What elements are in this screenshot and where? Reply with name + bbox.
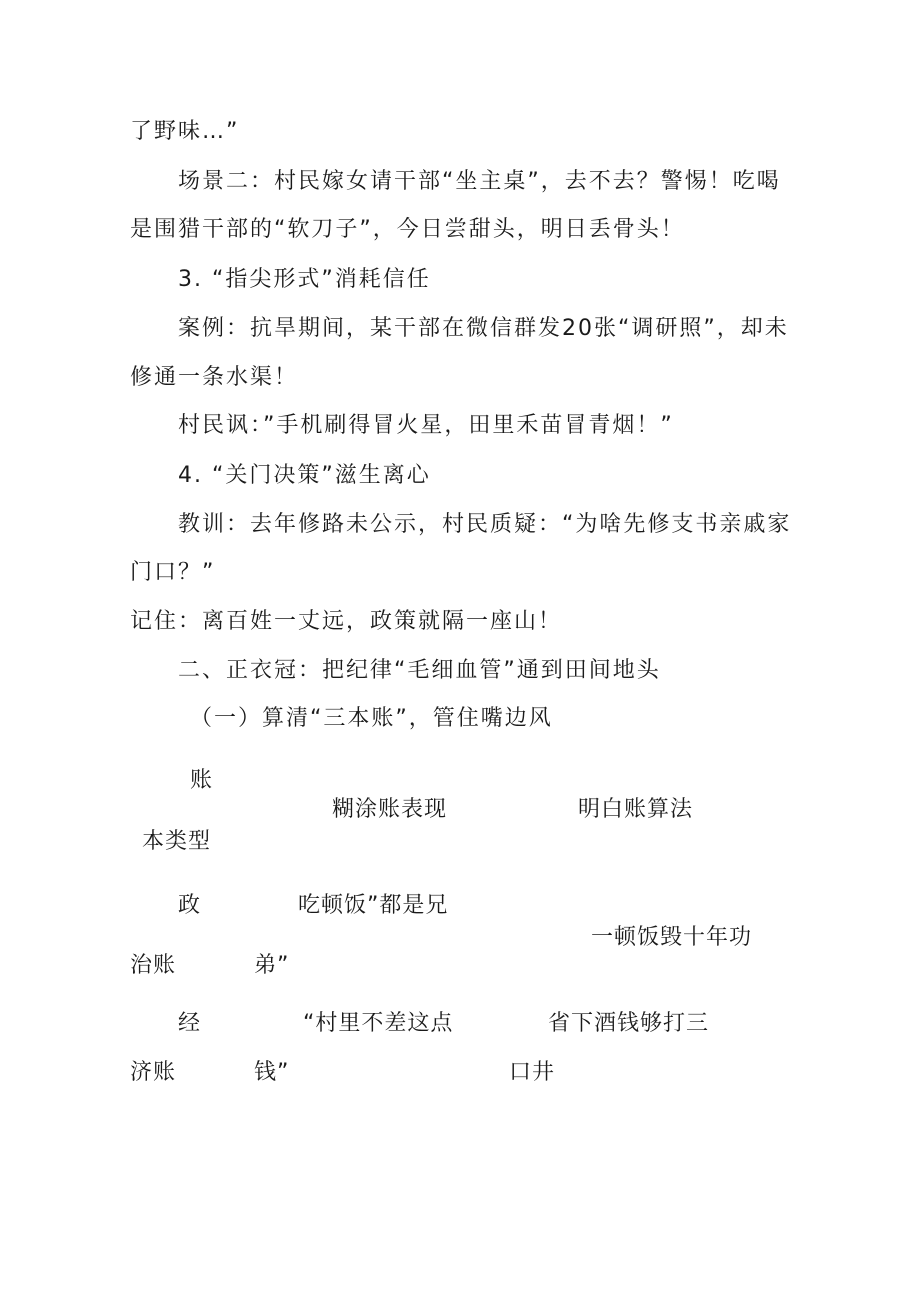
subsection-heading-one: （一）算清“三本账”，管住嘴边风	[190, 706, 553, 731]
heading-fingertip-formalism: 3. “指尖形式”消耗信任	[178, 267, 431, 292]
paragraph-remember: 记住：离百姓一丈远，政策就隔一座山！	[130, 609, 563, 634]
row-political-type-line2: 治账	[130, 953, 177, 978]
row-economic-type-line2: 济账	[130, 1060, 177, 1085]
row-political-type-line1: 政	[178, 893, 202, 918]
header-clear: 明白账算法	[578, 797, 694, 822]
paragraph-wild-taste-end: 了野味…”	[130, 119, 240, 144]
paragraph-villager-sarcasm: 村民讽：”手机刷得冒火星，田里禾苗冒青烟！”	[178, 413, 674, 438]
row-political-muddled-line2: 弟”	[254, 953, 290, 978]
paragraph-scene-two-cont: 是围猎干部的“软刀子”，今日尝甜头，明日丢骨头！	[130, 217, 685, 242]
paragraph-case: 案例：抗旱期间，某干部在微信群发20张“调研照”，却未	[178, 316, 789, 341]
paragraph-lesson-cont: 门口？”	[130, 560, 216, 585]
paragraph-lesson: 教训：去年修路未公示，村民质疑：“为啥先修支书亲戚家	[178, 512, 792, 537]
heading-closed-door-decision: 4. “关门决策”滋生离心	[178, 463, 431, 488]
header-muddled: 糊涂账表现	[332, 797, 448, 822]
paragraph-scene-two: 场景二：村民嫁女请干部“坐主桌”，去不去？警惕！吃喝	[178, 169, 781, 194]
row-economic-clear-line1: 省下酒钱够打三	[548, 1011, 710, 1036]
row-political-muddled-line1: 吃顿饭”都是兄	[298, 893, 449, 918]
row-economic-clear-line2: 口井	[509, 1060, 556, 1085]
header-type-line2: 本类型	[142, 829, 212, 854]
header-type-line1: 账	[190, 768, 214, 793]
row-economic-muddled-line1: “村里不差这点	[303, 1011, 454, 1036]
row-economic-type-line1: 经	[178, 1011, 202, 1036]
paragraph-case-cont: 修通一条水渠！	[130, 365, 299, 390]
row-economic-muddled-line2: 钱”	[254, 1060, 290, 1085]
row-political-clear-line1: 一顿饭毁十年功	[591, 925, 753, 950]
section-heading-two: 二、正衣冠：把纪律“毛细血管”通到田间地头	[178, 658, 661, 683]
